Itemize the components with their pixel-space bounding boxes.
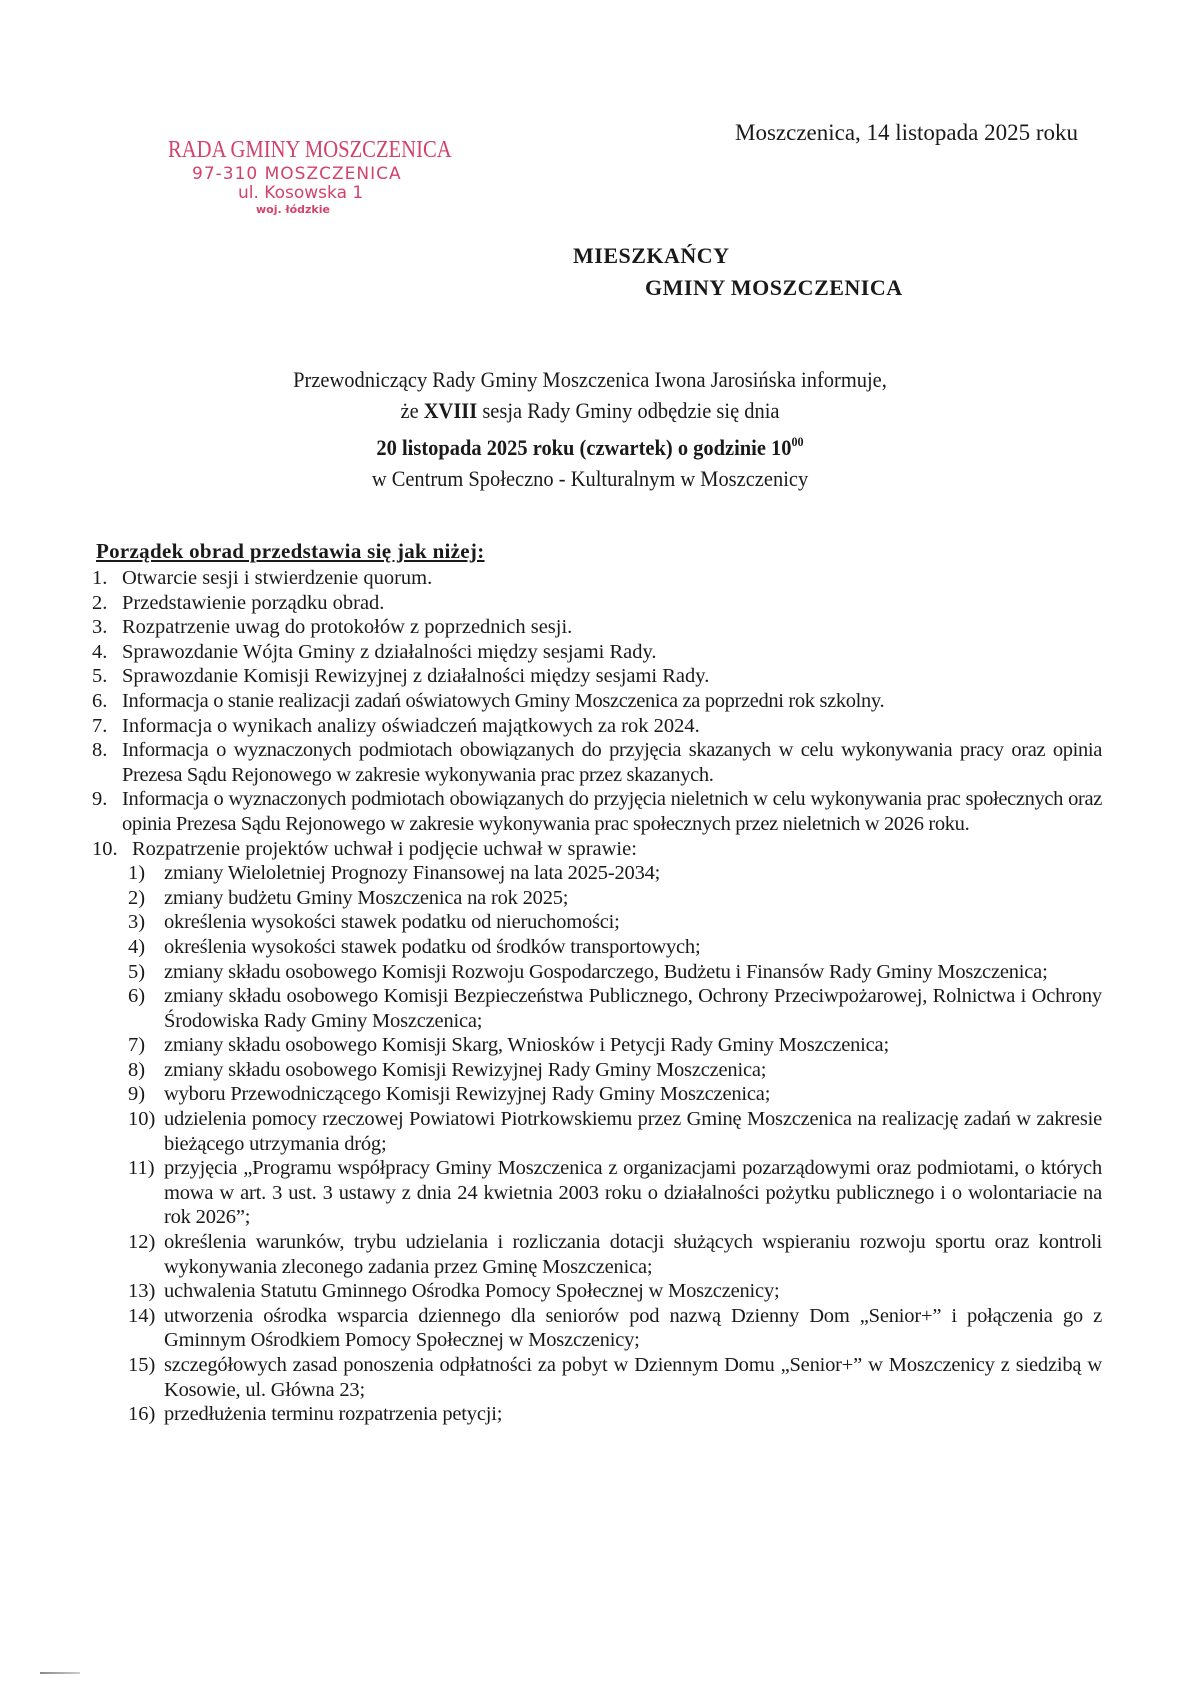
announcement-prefix: że [400, 398, 419, 423]
agenda-item-text: Otwarcie sesji i stwierdzenie quorum. [122, 567, 433, 589]
announcement-line-2 [181, 395, 999, 426]
stamp-line-postcode: 97-310 MOSZCZENICA [192, 164, 402, 184]
resolution-item [128, 1107, 1102, 1156]
resolution-number: 2) [128, 886, 146, 909]
resolution-item [128, 1304, 1102, 1353]
agenda-item [92, 615, 1102, 640]
resolution-number: 7) [128, 1034, 146, 1057]
resolution-item [128, 1353, 1102, 1402]
resolution-item [128, 960, 1102, 985]
agenda-item [92, 714, 1102, 739]
agenda-item [92, 738, 1102, 787]
resolution-item [128, 935, 1102, 960]
resolution-item [128, 910, 1102, 935]
agenda-item [92, 591, 1102, 616]
agenda-item-number: 5. [92, 665, 108, 688]
resolution-text: określenia wysokości stawek podatku od nieruchomości; [164, 911, 620, 934]
agenda-item-text: Rozpatrzenie projektów uchwał i podjęcie uchwał w sprawie: [132, 837, 637, 860]
resolution-text: zmiany składu osobowego Komisji Skarg, Wniosków i Petycji Rady Gminy Moszczenica; [164, 1034, 889, 1057]
agenda-list [92, 566, 1102, 1427]
agenda-item-text: Informacja o wyznaczonych podmiotach obowiązanych do przyjęcia nieletnich w celu wykonywania prac społecznych oraz opinia Prezesa Sądu Rejonowego w zakresie wykonywania prac społecznych przez nieletnich w 2026 roku. [122, 788, 1102, 835]
agenda-item [92, 566, 1102, 591]
agenda-item-text: Przedstawienie porządku obrad. [122, 591, 385, 614]
stamp-line-voivodeship: woj. łódzkie [256, 203, 330, 216]
resolution-number: 14) [128, 1304, 156, 1327]
agenda-item-number: 7. [92, 714, 108, 737]
stamp-line-street: ul. Kosowska 1 [238, 183, 364, 203]
announcement-line-1: Przewodniczący Rady Gminy Moszczenica Iwona Jarosińska informuje, [293, 367, 887, 392]
resolution-number: 15) [128, 1354, 156, 1376]
agenda-item-number: 3. [92, 616, 108, 639]
agenda-item-text: Informacja o wyznaczonych podmiotach obowiązanych do przyjęcia skazanych w celu wykonywania pracy oraz opinia Prezesa Sądu Rejonowego w zakresie wykonywania prac przez skazanych. [122, 739, 1102, 786]
resolution-item [128, 1230, 1102, 1279]
resolution-text: wyboru Przewodniczącego Komisji Rewizyjnej Rady Gminy Moszczenica; [164, 1083, 771, 1106]
resolution-item [128, 886, 1102, 911]
resolution-item [128, 1082, 1102, 1107]
agenda-item-number: 6. [92, 689, 108, 712]
resolution-number: 16) [128, 1403, 156, 1426]
agenda-item-text: Informacja o wynikach analizy oświadczeń majątkowych za rok 2024. [122, 714, 700, 737]
resolution-text: przedłużenia terminu rozpatrzenia petycji; [164, 1403, 503, 1426]
agenda-heading: Porządek obrad przedstawia się jak niżej: [96, 539, 485, 563]
agenda-item-text: Sprawozdanie Komisji Rewizyjnej z działalności między sesjami Rady. [122, 665, 710, 688]
resolution-number: 10) [128, 1108, 156, 1131]
resolution-text: określenia warunków, trybu udzielania i rozliczania dotacji służących wspieraniu rozwoju sportu oraz kontroli wykonywania zleconego zadania przez Gminę Moszczenica; [164, 1231, 1102, 1278]
announcement-session-text: sesja Rady Gminy odbędzie się dnia [482, 398, 780, 423]
session-venue: w Centrum Społeczno - Kulturalnym w Moszczenicy [371, 466, 809, 491]
resolution-item [128, 861, 1102, 886]
resolution-text: udzielenia pomocy rzeczowej Powiatowi Piotrkowskiemu przez Gminę Moszczenica na realizację zadań w zakresie bieżącego utrzymania dróg; [164, 1108, 1102, 1155]
resolution-item [128, 1156, 1102, 1230]
agenda-item [92, 787, 1102, 836]
resolution-text: zmiany składu osobowego Komisji Bezpieczeństwa Publicznego, Ochrony Przeciwpożarowej, Rolnictwa i Ochrony Środowiska Rady Gminy Moszczenica; [164, 985, 1102, 1032]
resolution-text: zmiany składu osobowego Komisji Rewizyjnej Rady Gminy Moszczenica; [164, 1058, 767, 1081]
session-announcement [150, 364, 1030, 494]
resolution-text: zmiany Wieloletniej Prognozy Finansowej na lata 2025-2034; [164, 862, 661, 885]
agenda-item [92, 664, 1102, 689]
resolution-number: 5) [128, 960, 146, 983]
resolution-number: 4) [128, 935, 146, 958]
agenda-item-number: 1. [92, 567, 108, 589]
agenda-item-number: 10. [92, 837, 118, 860]
stamp-line-council: RADA GMINY MOSZCZENICA [168, 137, 452, 163]
resolution-text: utworzenia ośrodka wsparcia dziennego dla seniorów pod nazwą Dzienny Dom „Senior+” i połączenia go z Gminnym Ośrodkiem Pomocy Społecznej w Moszczenicy; [164, 1304, 1102, 1352]
resolution-item [128, 1058, 1102, 1083]
scan-edge-mark [40, 1672, 80, 1674]
resolution-number: 11) [128, 1157, 155, 1180]
session-time-minutes: 00 [791, 434, 804, 449]
agenda-item-number: 2. [92, 591, 108, 614]
agenda-item-text: Sprawozdanie Wójta Gminy z działalności między sesjami Rady. [122, 640, 657, 663]
agenda-item [92, 689, 1102, 714]
resolution-text: przyjęcia „Programu współpracy Gminy Moszczenica z organizacjami pozarządowymi oraz podmiotami, o których mowa w art. 3 ust. 3 ustawy z dnia 24 kwietnia 2003 roku o działalności pożytku publicznego i o wolontariacie na rok 2026”; [164, 1157, 1102, 1229]
resolution-number: 3) [128, 911, 146, 934]
resolution-number: 13) [128, 1280, 156, 1303]
resolution-text: uchwalenia Statutu Gminnego Ośrodka Pomocy Społecznej w Moszczenicy; [164, 1280, 780, 1303]
resolution-number: 6) [128, 985, 146, 1008]
addressee-line-2: GMINY MOSZCZENICA [645, 275, 903, 300]
resolution-text: określenia wysokości stawek podatku od środków transportowych; [164, 935, 701, 958]
resolution-text: szczegółowych zasad ponoszenia odpłatności za pobyt w Dziennym Domu „Senior+” w Moszczenicy z siedzibą w Kosowie, ul. Główna 23; [164, 1354, 1102, 1401]
session-date-text: 20 listopada 2025 roku (czwartek) o godzinie 10 [376, 435, 792, 460]
council-stamp [168, 138, 468, 215]
agenda-item [92, 837, 1102, 862]
agenda-item [92, 640, 1102, 665]
agenda-item-number: 8. [92, 739, 108, 762]
document-date: Moszczenica, 14 listopada 2025 roku [735, 120, 1078, 145]
addressee-line-1: MIESZKAŃCY [573, 243, 730, 268]
session-number: XVIII [423, 398, 478, 423]
resolution-number: 12) [128, 1231, 156, 1254]
agenda-item-number: 9. [92, 788, 108, 811]
resolution-item [128, 1279, 1102, 1304]
resolution-text: zmiany składu osobowego Komisji Rozwoju Gospodarczego, Budżetu i Finansów Rady Gminy Moszczenica; [164, 960, 1048, 983]
resolution-text: zmiany budżetu Gminy Moszczenica na rok 2025; [164, 886, 569, 909]
resolution-number: 9) [128, 1083, 146, 1106]
resolution-number: 8) [128, 1058, 146, 1081]
resolution-item [128, 1402, 1102, 1427]
session-datetime [181, 426, 999, 463]
agenda-item-text: Informacja o stanie realizacji zadań oświatowych Gminy Moszczenica za poprzedni rok szkolny. [122, 689, 885, 712]
resolution-item [128, 984, 1102, 1033]
agenda-item-number: 4. [92, 640, 108, 663]
resolution-item [128, 1033, 1102, 1058]
agenda-item-text: Rozpatrzenie uwag do protokołów z poprzednich sesji. [122, 616, 573, 639]
resolution-number: 1) [128, 862, 146, 885]
